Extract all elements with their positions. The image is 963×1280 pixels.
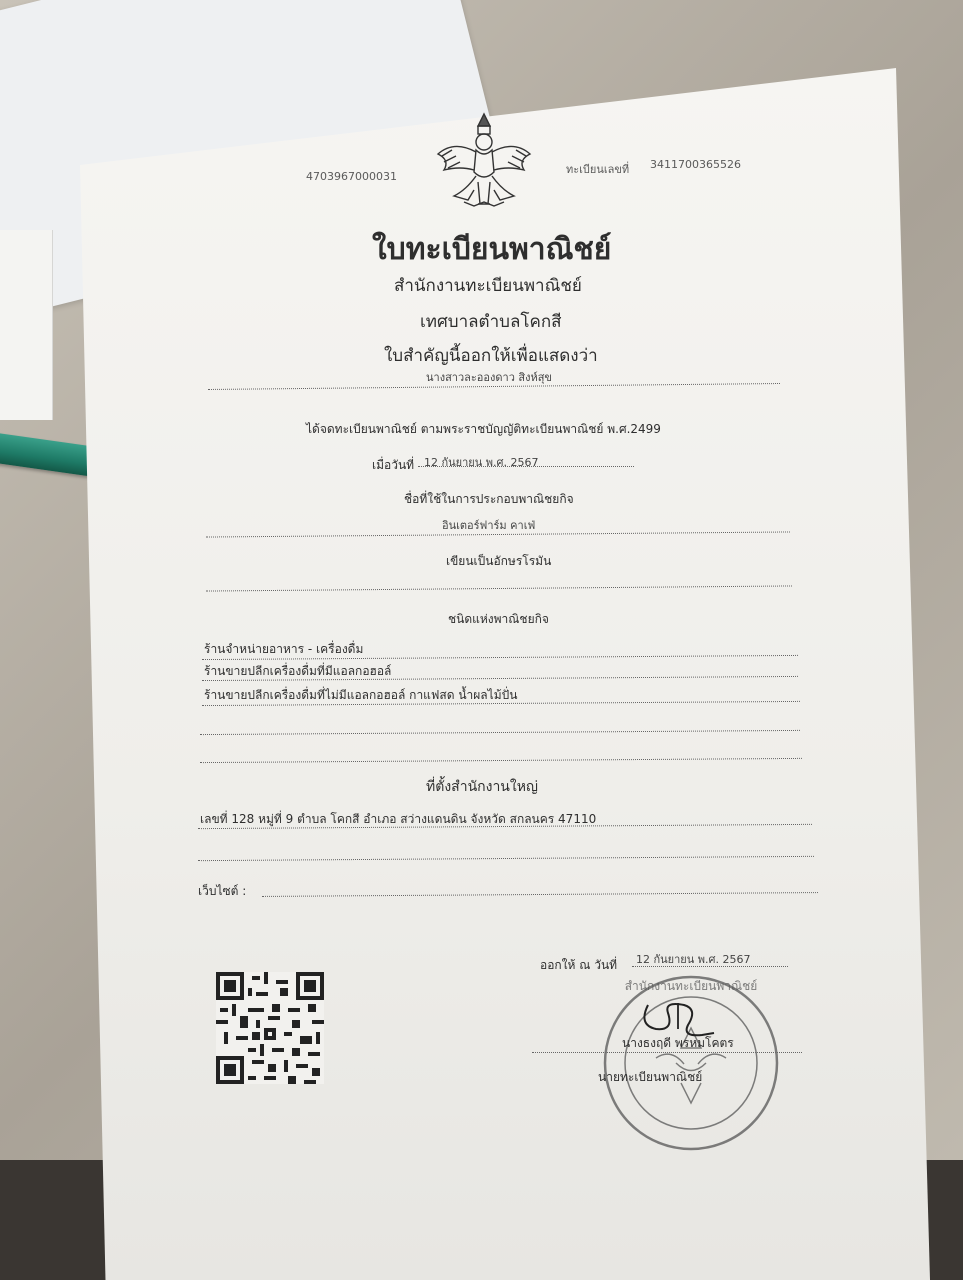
issue-date-label: ออกให้ ณ วันที่ [540,958,618,972]
roman-heading: เขียนเป็นอักษรโรมัน [446,554,552,568]
issue-date-line [632,966,788,967]
certificate-title: ใบทะเบียนพาณิชย์ [372,232,612,267]
business-type-2: ร้านขายปลีกเครื่องดื่มที่มีแอลกอฮอล์ [204,664,392,678]
registration-statement: ได้จดทะเบียนพาณิชย์ ตามพระราชบัญญัติทะเบียนพาณิชย์ พ.ศ.2499 [306,422,661,436]
hq-address: เลขที่ 128 หมู่ที่ 9 ตำบล โคกสี อำเภอ สว่างแดนดิน จังหวัด สกลนคร 47110 [200,812,597,826]
business-type-heading: ชนิดแห่งพาณิชยกิจ [448,612,549,626]
office-name: สำนักงานทะเบียนพาณิชย์ [394,276,582,296]
registration-date-label: เมื่อวันที่ [372,458,415,472]
registration-date: 12 กันยายน พ.ศ. 2567 [424,456,539,469]
registrar-name: นางธงฤดี พรหมโคตร [622,1036,734,1050]
qr-code [216,972,324,1084]
binder-pages [0,230,53,420]
business-name-heading: ชื่อที่ใช้ในการประกอบพาณิชยกิจ [404,492,574,506]
registration-number-label: ทะเบียนเลขที่ [566,163,630,176]
registration-number: 3411700365526 [650,158,741,171]
municipality-name: เทศบาลตำบลโคกสี [420,312,562,332]
seal-text: สำนักงานทะเบียนพาณิชย์ [624,979,758,993]
certify-statement: ใบสำคัญนี้ออกให้เพื่อแสดงว่า [384,346,598,366]
registrar-title: นายทะเบียนพาณิชย์ [598,1070,703,1084]
business-name: อินเตอร์ฟาร์ม คาเฟ่ [442,519,536,532]
registration-date-line [418,466,634,467]
id-number: 4703967000031 [306,170,397,183]
business-type-3: ร้านขายปลีกเครื่องดื่มที่ไม่มีแอลกอฮอล์ กาแฟสด น้ำผลไม้ปั่น [204,688,518,702]
issue-date: 12 กันยายน พ.ศ. 2567 [636,953,751,966]
website-label: เว็บไซต์ : [198,884,247,898]
hq-heading: ที่ตั้งสำนักงานใหญ่ [426,779,538,795]
owner-name: นางสาวละอองดาว สิงห์สุข [426,371,552,384]
garuda-emblem-icon [434,110,534,210]
business-type-1: ร้านจำหน่ายอาหาร - เครื่องดื่ม [204,642,364,656]
